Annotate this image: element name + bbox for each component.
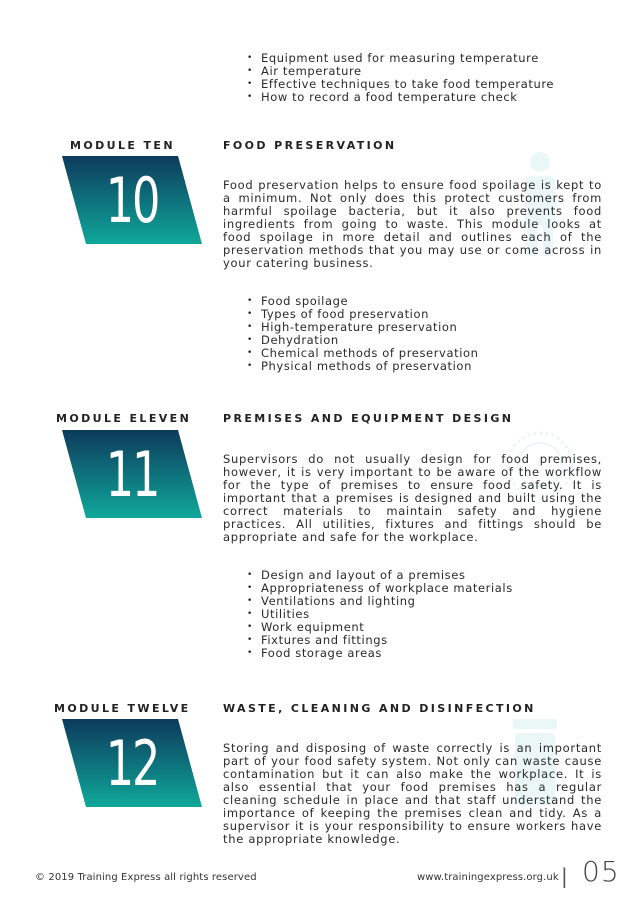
list-item: • Ventilations and lighting: [247, 595, 513, 608]
list-item: • Types of food preservation: [247, 308, 479, 321]
module-number: 12: [105, 726, 159, 800]
module-twelve-title: WASTE, CLEANING AND DISINFECTION: [223, 702, 536, 715]
list-item: • Food storage areas: [247, 647, 513, 660]
module-ten-description: Food preservation helps to ensure food spoilage is kept to a minimum. Not only does this protect customers from harmful spoilage bacteria, but it also prevents food ingredients from going to waste. This module looks at food spoilage in more detail and outlines each of the preservation methods that you may use or come across in your catering business.: [223, 178, 602, 270]
module-eleven-label: MODULE ELEVEN: [56, 412, 192, 425]
module-eleven-description: Supervisors do not usually design for food premises, however, it is very important to be aware of the workflow for the type of premises to ensure food safety. It is important that a premises is designed and built using the correct materials to maintain safety and hygiene practices. All utilities, fixtures and fittings should be appropriate and safe for the workplace.: [223, 452, 602, 544]
list-item: • Work equipment: [247, 621, 513, 634]
list-item: • Equipment used for measuring temperature: [247, 52, 554, 65]
list-item: • Dehydration: [247, 334, 479, 347]
module-twelve-description: Storing and disposing of waste correctly is an important part of your food safety system. Not only can waste cause contamination but it can also make the workplace. It is also essential that your food premises has a regular cleaning schedule in place and that staff understand the importance of keeping the premises clean and tidy. As a supervisor it is your responsibility to ensure workers have the appropriate knowledge.: [223, 741, 602, 846]
list-item: • Physical methods of preservation: [247, 360, 479, 373]
module-ten-topics-list: [247, 295, 479, 373]
website-link[interactable]: www.trainingexpress.org.uk: [417, 872, 559, 883]
list-item: • Appropriateness of workplace materials: [247, 582, 513, 595]
module-number: 11: [105, 437, 159, 511]
page-number: 05: [582, 855, 620, 888]
list-item: • Utilities: [247, 608, 513, 621]
module-twelve-badge: [62, 719, 202, 807]
list-item: • Fixtures and fittings: [247, 634, 513, 647]
temperature-topics-list: [247, 52, 554, 104]
module-twelve-label: MODULE TWELVE: [54, 702, 191, 715]
list-item: • Chemical methods of preservation: [247, 347, 479, 360]
module-number: 10: [105, 163, 159, 237]
list-item: • Air temperature: [247, 65, 554, 78]
module-eleven-topics-list: [247, 569, 513, 660]
module-ten-label: MODULE TEN: [70, 139, 175, 152]
copyright-text: © 2019 Training Express all rights reserved: [35, 872, 257, 883]
list-item: • How to record a food temperature check: [247, 91, 554, 104]
footer-separator: |: [561, 864, 568, 888]
module-ten-title: FOOD PRESERVATION: [223, 139, 397, 152]
module-eleven-badge: [62, 430, 202, 518]
module-ten-badge: [62, 156, 202, 244]
list-item: • High-temperature preservation: [247, 321, 479, 334]
module-eleven-title: PREMISES AND EQUIPMENT DESIGN: [223, 412, 514, 425]
list-item: • Food spoilage: [247, 295, 479, 308]
list-item: • Effective techniques to take food temperature: [247, 78, 554, 91]
list-item: • Design and layout of a premises: [247, 569, 513, 582]
